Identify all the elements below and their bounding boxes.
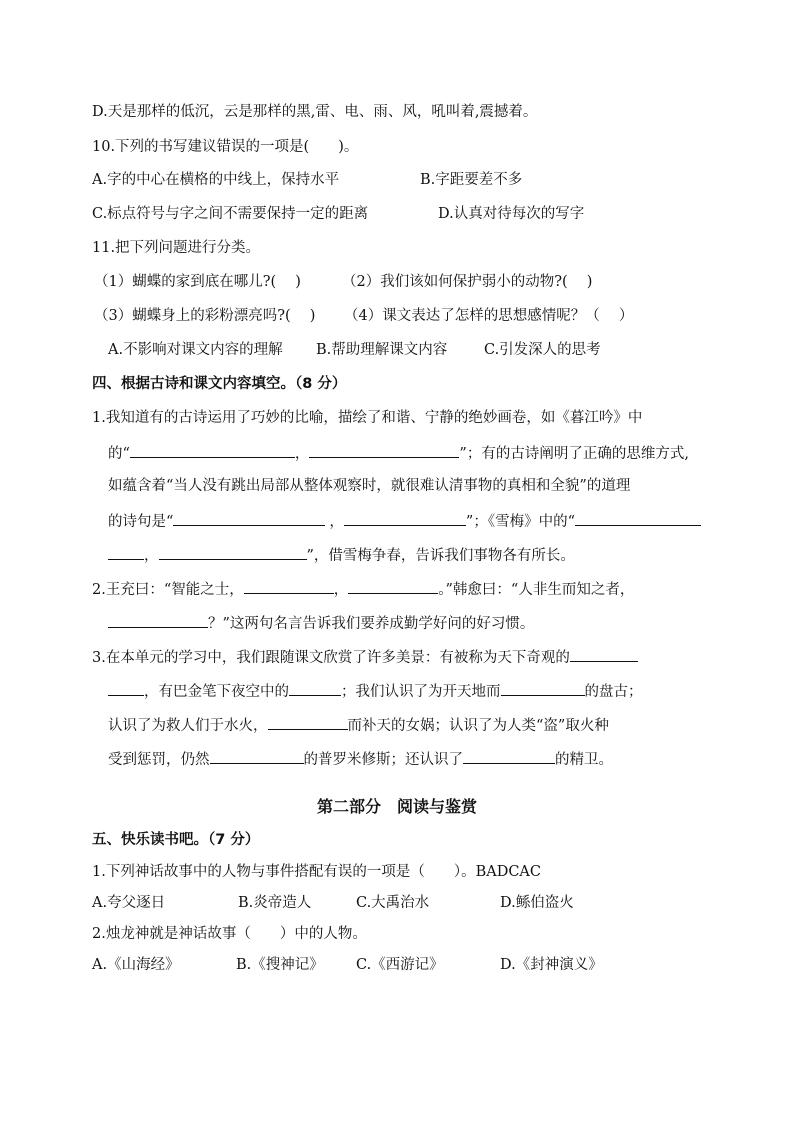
s4-q3-text-f: 而补天的女娲；认识了为人类“盗”取火种 <box>347 718 609 734</box>
s4-q1-text-c: ”；有的古诗阐明了正确的思维方式, <box>459 446 689 462</box>
section-5-heading: 五、快乐读书吧。（7 分） <box>92 832 260 848</box>
answer-blank[interactable] <box>501 680 585 696</box>
q11-item-1: （1）蝴蝶的家到底在哪儿?( ) <box>94 274 301 290</box>
s4-q2-text-d: ？”这两句名言告诉我们要养成勤学好问的好习惯。 <box>208 616 535 632</box>
q11-option-c: C.引发深人的思考 <box>484 342 601 358</box>
s4-q1-line-3: 如蕴含着“当人没有跳出局部从整体观察时，就很难认清事物的真相和全貌”的道理 <box>108 478 631 494</box>
s4-q1-line-4 <box>108 510 701 532</box>
q11-option-a: A.不影响对课文内容的理解 <box>108 342 283 358</box>
s4-q3-text-c: ；我们认识了为开天地而 <box>341 684 501 700</box>
q11-item-2: （2）我们该如何保护弱小的动物?( ) <box>342 274 593 290</box>
s5-q2-option-a: A.《山海经》 <box>92 957 180 973</box>
answer-blank[interactable] <box>570 646 638 662</box>
s5-q1-option-a: A.夸父逐日 <box>92 895 166 911</box>
s4-q2-line-1 <box>92 578 634 600</box>
q10-stem: 10.下列的书写建议错误的一项是( )。 <box>92 139 359 155</box>
q11-item-3: （3）蝴蝶身上的彩粉漂亮吗?( ) <box>94 308 316 324</box>
s4-q1-line-2 <box>108 442 689 464</box>
s5-q1-option-b: B.炎帝造人 <box>238 895 312 911</box>
s5-q2-option-b: B.《搜神记》 <box>236 957 324 973</box>
s4-q1-text-b: ， <box>294 446 310 462</box>
s4-q1-text-a: 的“ <box>108 446 130 462</box>
s4-q2-text-c: 。”韩愈曰：“人非生而知之者， <box>438 582 635 598</box>
answer-blank[interactable] <box>108 612 208 628</box>
answer-blank[interactable] <box>108 680 144 696</box>
s4-q3-text-e: 认识了为救人们于水火， <box>108 718 268 734</box>
s5-q1-stem: 1.下列神话故事中的人物与事件搭配有误的一项是（ ）。BADCAC <box>92 864 541 880</box>
answer-blank[interactable] <box>173 510 325 526</box>
s5-q1-option-c: C.大禹治水 <box>356 895 430 911</box>
s4-q1-comma: ， <box>329 514 344 530</box>
q11-option-b: B.帮助理解课文内容 <box>316 342 448 358</box>
s4-q3-text-d: 的盘古； <box>584 684 643 700</box>
answer-blank[interactable] <box>463 748 555 764</box>
s4-q3-text-b: ，有巴金笔下夜空中的 <box>144 684 289 700</box>
q9-option-d: D.天是那样的低沉，云是那样的黑,雷、电、雨、风，吼叫着,震撼着。 <box>92 104 538 120</box>
s4-q3-line-1 <box>92 646 638 668</box>
answer-blank[interactable] <box>268 714 348 730</box>
s4-q2-text-b: ， <box>333 582 349 598</box>
s4-q3-line-2 <box>108 680 643 702</box>
s5-q2-stem: 2.烛龙神就是神话故事（ ）中的人物。 <box>92 926 367 942</box>
part-2-title: 第二部分 阅读与鉴赏 <box>316 797 477 816</box>
answer-blank[interactable] <box>210 748 304 764</box>
s5-q1-option-d: D.鲧伯盗火 <box>500 895 574 911</box>
s4-q3-text-h: 的普罗米修斯；还认识了 <box>303 752 463 768</box>
answer-blank[interactable] <box>159 544 307 560</box>
s4-q3-text-g: 受到惩罚，仍然 <box>108 752 210 768</box>
s4-q1-text-d: 的诗句是“ <box>108 514 174 530</box>
s4-q3-text-a: 3.在本单元的学习中，我们跟随课文欣赏了许多美景：有被称为天下奇观的 <box>92 650 570 666</box>
answer-blank[interactable] <box>289 680 341 696</box>
q11-item-4: （4）课文表达了怎样的思想感情呢？（ ） <box>344 308 634 324</box>
answer-blank[interactable] <box>348 578 438 594</box>
s4-q3-text-i: 的精卫。 <box>555 752 613 768</box>
s4-q1-text-g: ”，借雪梅争春，告诉我们事物各有所长。 <box>306 548 575 564</box>
s5-q2-option-d: D.《封神演义》 <box>500 957 603 973</box>
s4-q2-line-2 <box>108 612 534 634</box>
s4-q1-text-e: ”；《雪梅》中的“ <box>465 514 575 530</box>
s4-q3-line-4 <box>108 748 613 770</box>
answer-blank[interactable] <box>575 510 701 526</box>
s4-q3-line-3 <box>108 714 609 736</box>
s5-q2-option-c: C.《西游记》 <box>356 957 444 973</box>
answer-blank[interactable] <box>108 544 144 560</box>
section-4-heading: 四、根据古诗和课文内容填空。（8 分） <box>92 376 347 392</box>
s4-q1-line-1: 1.我知道有的古诗运用了巧妙的比喻，描绘了和谐、宁静的绝妙画卷，如《暮江吟》中 <box>92 410 643 426</box>
q11-stem: 11.把下列问题进行分类。 <box>92 240 261 256</box>
s4-q1-text-f: ， <box>144 548 159 564</box>
q10-option-c: C.标点符号与字之间不需要保持一定的距离 <box>92 206 369 222</box>
answer-blank[interactable] <box>344 510 466 526</box>
s4-q2-text-a: 2.王充曰：“智能之士， <box>92 582 244 598</box>
q10-option-d: D.认真对待每次的写字 <box>438 206 585 222</box>
answer-blank[interactable] <box>244 578 334 594</box>
answer-blank[interactable] <box>309 442 459 458</box>
s4-q1-line-5 <box>108 544 575 566</box>
answer-blank[interactable] <box>130 442 295 458</box>
q10-option-a: A.字的中心在横格的中线上，保持水平 <box>92 172 340 188</box>
q10-option-b: B.字距要差不多 <box>420 172 523 188</box>
